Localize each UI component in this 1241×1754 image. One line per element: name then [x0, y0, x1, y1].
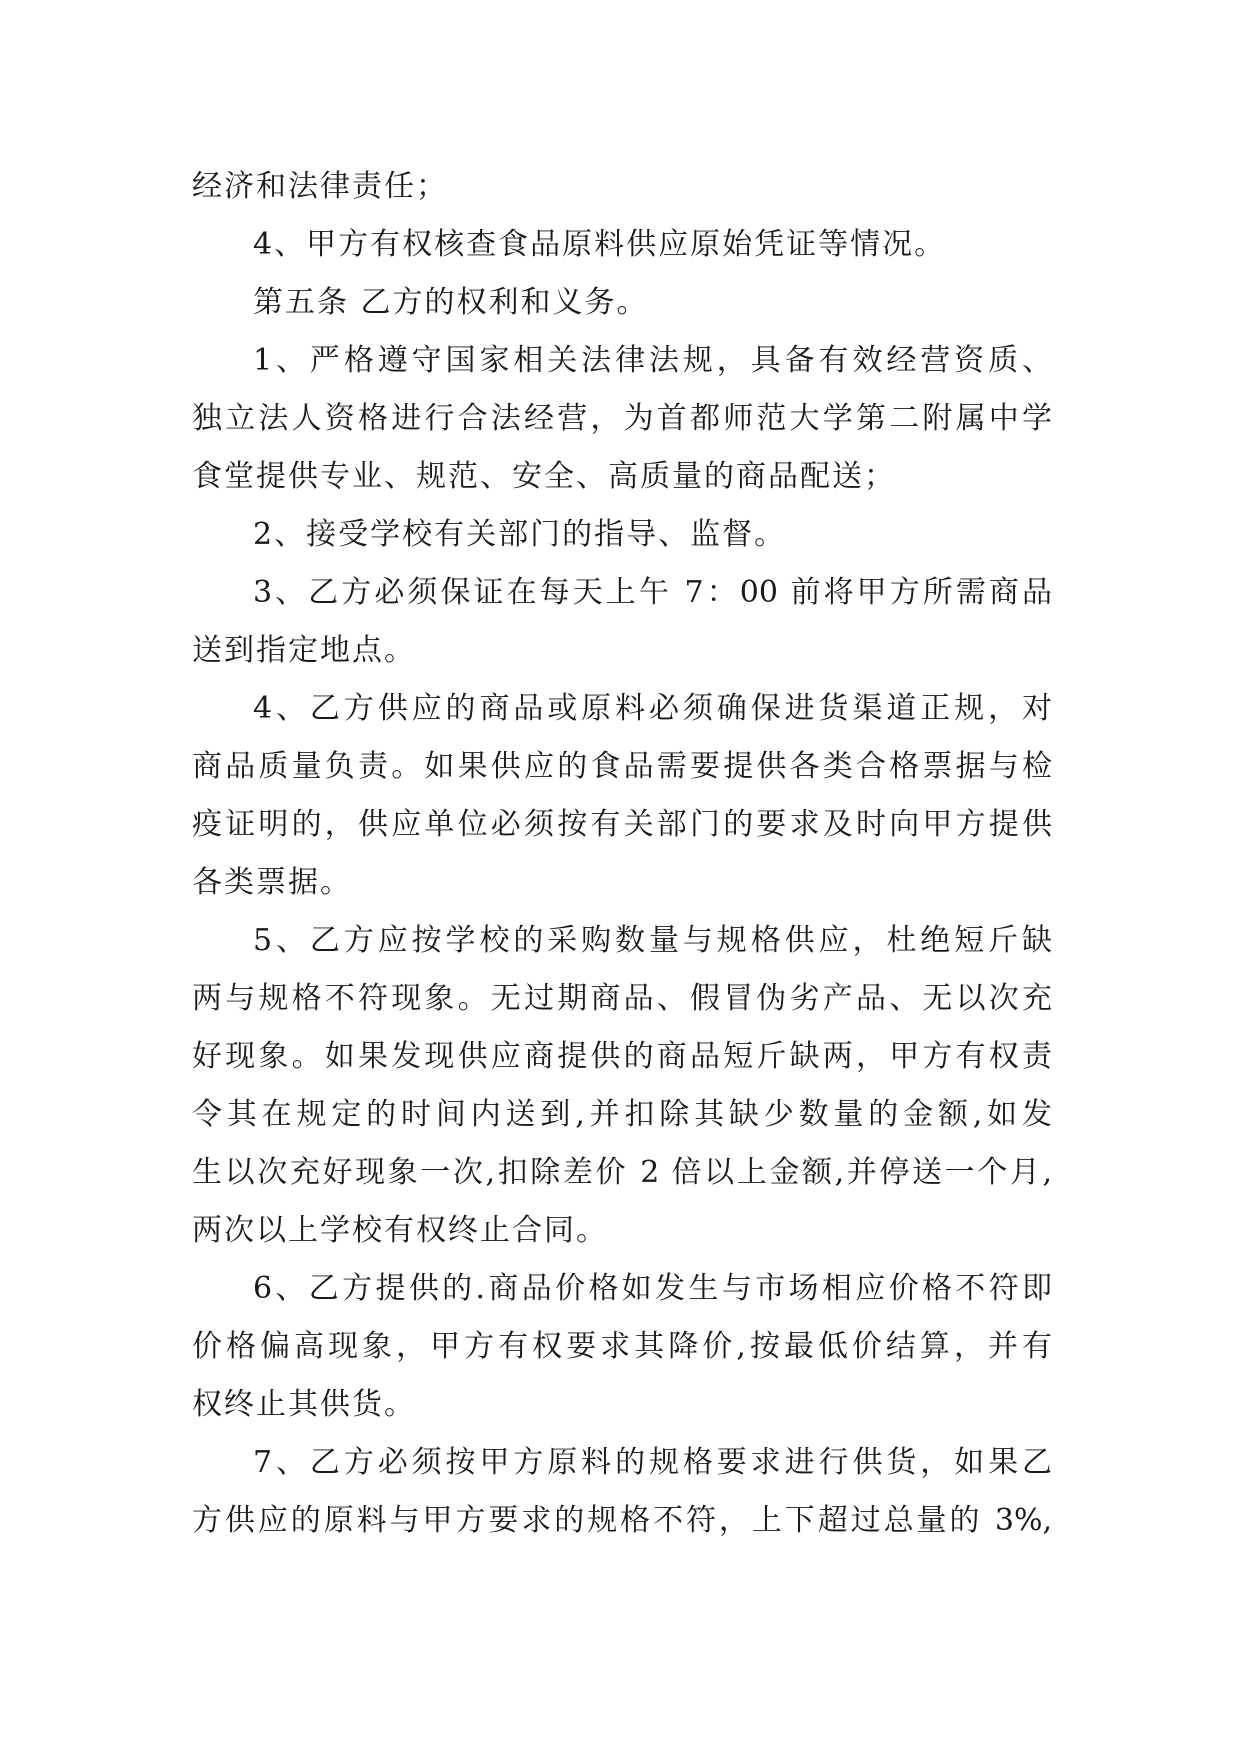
text-line: 各类票据。: [192, 865, 352, 900]
text-line: 方供应的原料与甲方要求的规格不符，上下超过总量的 3%,: [192, 1503, 1052, 1538]
text-line: 4、甲方有权核查食品原料供应原始凭证等情况。: [253, 227, 947, 262]
text-line: 第五条 乙方的权利和义务。: [253, 285, 649, 320]
text-line: 3、乙方必须保证在每天上午 7：00 前将甲方所需商品: [253, 575, 1052, 610]
text-line: 价格偏高现象，甲方有权要求其降价,按最低价结算，并有: [192, 1329, 1052, 1364]
text-line: 权终止其供货。: [192, 1387, 416, 1422]
text-line: 好现象。如果发现供应商提供的商品短斤缺两，甲方有权责: [192, 1039, 1052, 1074]
text-line: 7、乙方必须按甲方原料的规格要求进行供货，如果乙: [253, 1445, 1052, 1480]
text-line: 独立法人资格进行合法经营，为首都师范大学第二附属中学: [192, 401, 1052, 436]
text-line: 两次以上学校有权终止合同。: [192, 1213, 608, 1248]
text-line: 经济和法律责任；: [192, 169, 448, 204]
text-line: 2、接受学校有关部门的指导、监督。: [253, 517, 787, 552]
text-line: 疫证明的，供应单位必须按有关部门的要求及时向甲方提供: [192, 807, 1052, 842]
document-body: [192, 158, 1052, 1550]
text-line: 送到指定地点。: [192, 633, 416, 668]
text-line: 6、乙方提供的.商品价格如发生与市场相应价格不符即: [253, 1271, 1052, 1306]
text-line: 两与规格不符现象。无过期商品、假冒伪劣产品、无以次充: [192, 981, 1052, 1016]
text-line: 生以次充好现象一次,扣除差价 2 倍以上金额,并停送一个月,: [192, 1155, 1052, 1190]
text-line: 食堂提供专业、规范、安全、高质量的商品配送；: [192, 459, 896, 494]
text-line: 4、乙方供应的商品或原料必须确保进货渠道正规，对: [253, 691, 1052, 726]
text-line: 令其在规定的时间内送到,并扣除其缺少数量的金额,如发: [192, 1097, 1052, 1132]
text-line: 商品质量负责。如果供应的食品需要提供各类合格票据与检: [192, 749, 1052, 784]
text-line: 5、乙方应按学校的采购数量与规格供应，杜绝短斤缺: [253, 923, 1052, 958]
text-line: 1、严格遵守国家相关法律法规，具备有效经营资质、: [253, 343, 1052, 378]
